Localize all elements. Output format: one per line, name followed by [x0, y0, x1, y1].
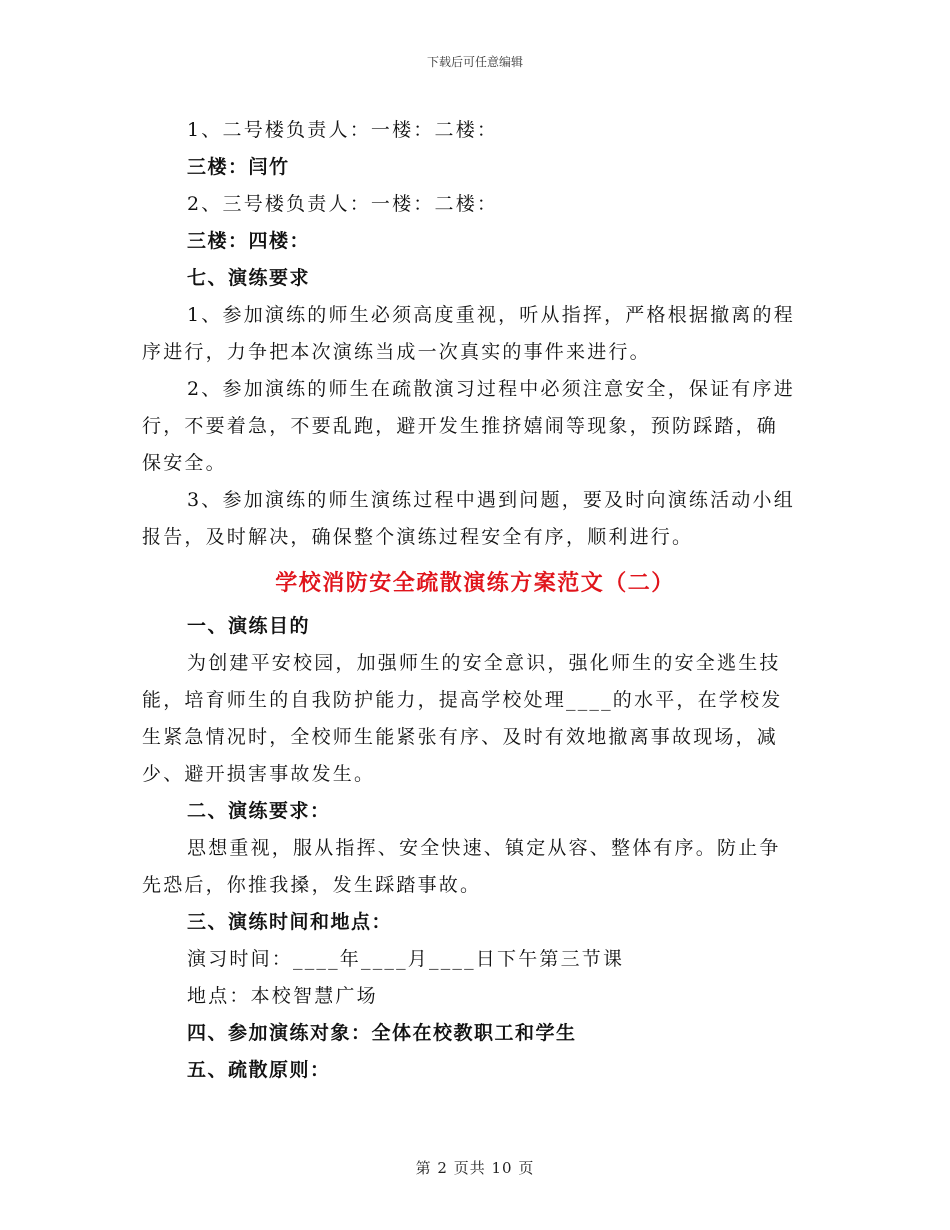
text-line: 为创建平安校园，加强师生的安全意识，强化师生的安全逃生技 [187, 652, 781, 674]
document-body [142, 112, 808, 1089]
requirement-summary-paragraph [142, 830, 808, 904]
text-line: 保安全。 [142, 452, 227, 474]
text-line: 思想重视，服从指挥、安全快速、镇定从容、整体有序。防止争 [187, 837, 781, 859]
section-heading: 五、疏散原则： [187, 1059, 331, 1081]
text-line: 序进行，力争把本次演练当成一次真实的事件来进行。 [142, 341, 651, 363]
text-line: 报告，及时解决，确保整个演练过程安全有序，顺利进行。 [142, 526, 694, 548]
section-heading: 四、参加演练对象：全体在校教职工和学生 [187, 1022, 577, 1044]
section-heading: 二、演练要求： [187, 800, 331, 822]
text-line: 能，培育师生的自我防护能力，提高学校处理____的水平，在学校发 [142, 689, 783, 711]
text-line: 三楼：闫竹 [187, 156, 290, 178]
text-line: 1、二号楼负责人：一楼：二楼： [187, 119, 499, 141]
page-number: 第 2 页共 10 页 [415, 1159, 535, 1177]
text-line: 三楼：四楼： [187, 230, 311, 252]
text-line: 3、参加演练的师生演练过程中遇到问题，要及时向演练活动小组 [187, 489, 795, 511]
text-line: 2、参加演练的师生在疏散演习过程中必须注意安全，保证有序进 [187, 378, 795, 400]
text-line: 先恐后，你推我搡，发生踩踏事故。 [142, 874, 482, 896]
requirement-paragraph [142, 297, 808, 371]
section-heading: 七、演练要求 [187, 267, 311, 289]
drill-place: 地点：本校智慧广场 [187, 985, 378, 1007]
text-line: 少、避开损害事故发生。 [142, 763, 376, 785]
text-line: 生紧急情况时，全校师生能紧张有序、及时有效地撤离事故现场，减 [142, 726, 779, 748]
requirement-paragraph [142, 371, 808, 482]
document-section-title: 学校消防安全疏散演练方案范文（二） [275, 571, 675, 596]
drill-time: 演习时间：____年____月____日下午第三节课 [187, 948, 625, 970]
text-line: 1、参加演练的师生必须高度重视，听从指挥，严格根据撤离的程 [187, 304, 795, 326]
section-heading: 一、演练目的 [187, 615, 311, 637]
section-heading: 三、演练时间和地点： [187, 911, 393, 933]
requirement-paragraph [142, 482, 808, 556]
text-line: 行，不要着急，不要乱跑，避开发生推挤嬉闹等现象，预防踩踏，确 [142, 415, 779, 437]
header-note: 下载后可任意编辑 [426, 55, 523, 69]
text-line: 2、三号楼负责人：一楼：二楼： [187, 193, 499, 215]
purpose-paragraph [142, 645, 808, 793]
